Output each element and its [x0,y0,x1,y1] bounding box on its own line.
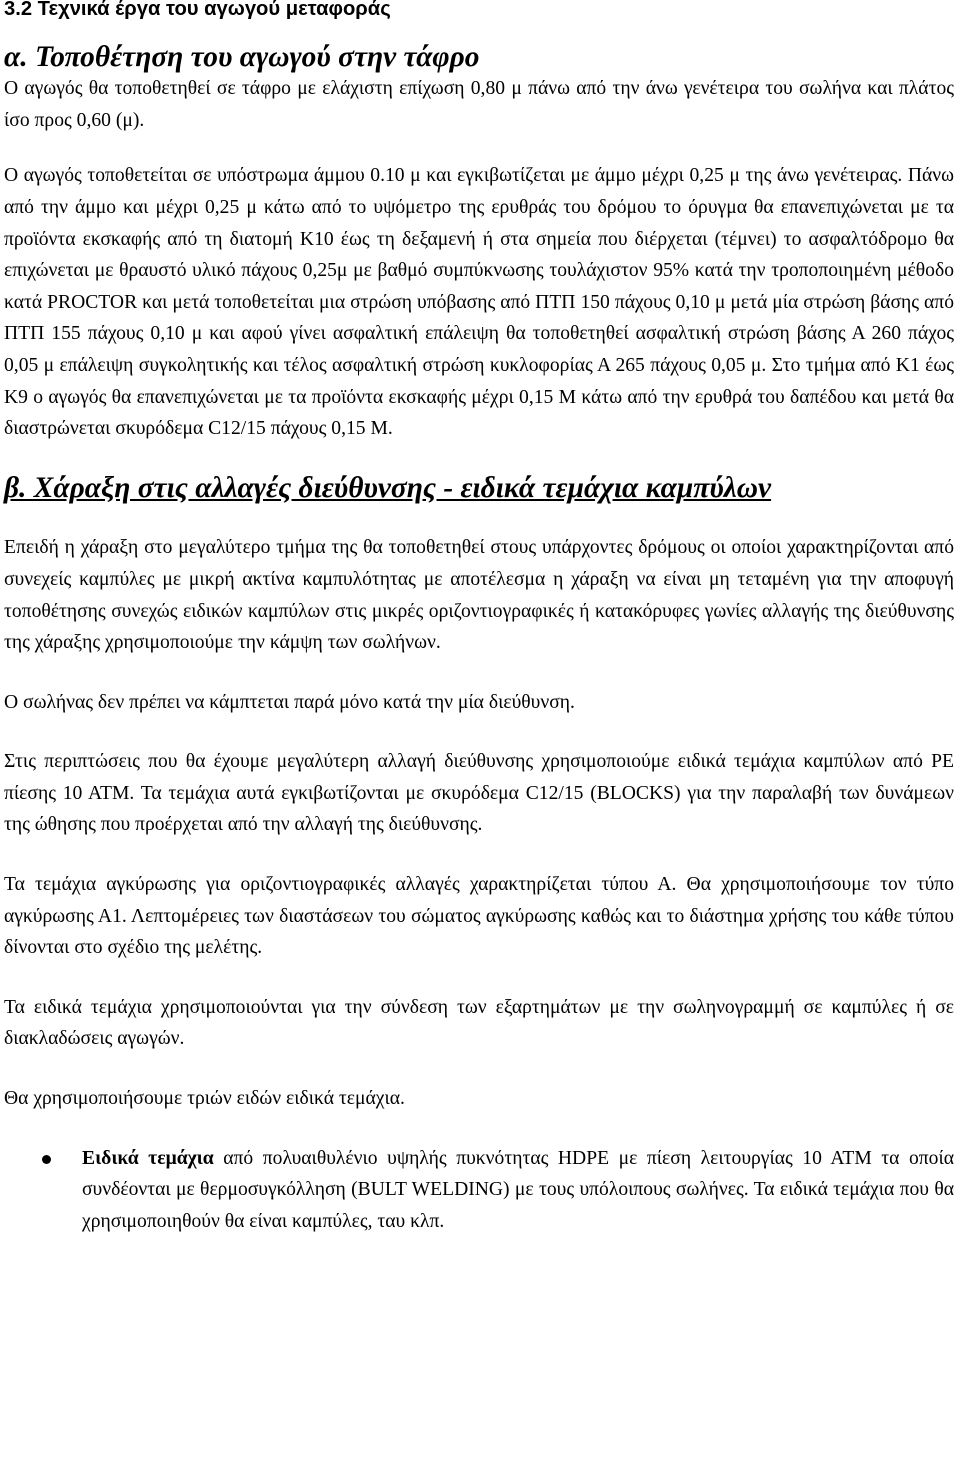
bullet-icon [42,1155,51,1164]
subsection-b-paragraph-6: Θα χρησιμοποιήσουμε τριών ειδών ειδικά τεμάχια. [4,1088,405,1110]
subsection-b-paragraph-4: Τα τεμάχια αγκύρωσης για οριζοντιογραφικές αλλαγές χαρακτηρίζεται τύπου Α. Θα χρησιμοποιήσουμε τον τύπο αγκύρωσης Α1. Λεπτομέρειες των διαστάσεων του σώματος αγκύρωσης καθώς και το διάστημα χρήσης του κάθε τύπου δίνονται στο σχέδιο της μελέτης. [4,874,954,959]
subsection-b-paragraph-1: Επειδή η χάραξη στο μεγαλύτερο τμήμα της θα τοποθετηθεί στους υπάρχοντες δρόμους οι οποίοι χαρακτηρίζονται από συνεχείς καμπύλες με μικρή ακτίνα καμπυλότητας με αποτέλεσμα η χάραξη να είναι μη τεταμένη για την αποφυγή τοποθέτησης συνεχώς ειδικών καμπύλων στις μικρές οριζοντιογραφικές ή κατακόρυφες γωνίες αλλαγής της διεύθυνσης της χάραξης χρησιμοποιούμε την κάμψη των σωλήνων. [4,537,954,654]
list-item-term: Ειδικά τεμάχια [82,1147,214,1169]
subsection-b-paragraph-5: Τα ειδικά τεμάχια χρησιμοποιούνται για την σύνδεση των εξαρτημάτων με την σωληνογραμμή σε καμπύλες ή σε διακλαδώσεις αγωγών. [4,996,954,1050]
section-heading: 3.2 Τεχνικά έργα του αγωγού μεταφοράς [4,0,391,20]
subsection-b-title: β. Χάραξη στις αλλαγές διεύθυνσης - ειδικά τεμάχια καμπύλων [4,471,772,504]
list-item-text: από πολυαιθυλένιο υψηλής πυκνότητας HDPE με πίεση λειτουργίας 10 ΑΤΜ τα οποία συνδέονται με θερμοσυγκόλληση (BULT WELDING) με τους υπόλοιπους σωλήνες. Τα ειδικά τεμάχια που θα χρησιμοποιηθούν θα είναι καμπύλες, ταυ κλπ. [82,1147,954,1232]
subsection-a-paragraph-2: Ο αγωγός τοποθετείται σε υπόστρωμα άμμου 0.10 μ και εγκιβωτίζεται με άμμο μέχρι 0,25 μ της άνω γενέτειρας. Πάνω από την άμμο και μέχρι 0,25 μ κάτω από το υψόμετρο της ερυθράς του δρόμου το όρυγμα θα επανεπιχώνεται με τα προϊόντα εκσκαφής από τη διατομή Κ10 έως τη δεξαμενή ή στα σημεία που διέρχεται (τέμνει) το ασφαλτόδρομο θα επιχώνεται με θραυστό υλικό πάχους 0,25μ με βαθμό συμπύκνωσης τουλάχιστον 95% κατά την τροποποιημένη μέθοδο κατά PROCTOR και μετά τοποθετείται μια στρώση υπόβασης από ΠΤΠ 150 πάχους 0,10 μ μετά μία στρώση βάσης από ΠΤΠ 155 πάχους 0,10 μ και αφού γίνει ασφαλτική επάλειψη θα τοποθετηθεί ασφαλτική στρώση βάσης Α 260 πάχος 0,05 μ επάλειψη συγκολητικής και τέλος ασφαλτική στρώση κυκλοφορίας Α 265 πάχους 0,05 μ. Στο τμήμα από Κ1 έως Κ9 ο αγωγός θα επανεπιχώνεται με τα προϊόντα εκσκαφής μέχρι 0,15 Μ κάτω από την ερυθρά του δαπέδου και μετά θα διαστρώνεται σκυρόδεμα C12/15 πάχους 0,15 Μ. [4,165,954,440]
list-item [4,1143,954,1238]
subsection-b-paragraph-3: Στις περιπτώσεις που θα έχουμε μεγαλύτερη αλλαγή διεύθυνσης χρησιμοποιούμε ειδικά τεμάχια καμπύλων από ΡΕ πίεσης 10 ΑΤΜ. Τα τεμάχια αυτά εγκιβωτίζονται με σκυρόδεμα C12/15 (BLOCKS) για την παραλαβή των δυνάμεων της ώθησης που προέρχεται από την αλλαγή της διεύθυνσης. [4,751,954,836]
subsection-a-paragraph-1: Ο αγωγός θα τοποθετηθεί σε τάφρο με ελάχιστη επίχωση 0,80 μ πάνω από την άνω γενέτειρα του σωλήνα και πλάτος ίσο προς 0,60 (μ). [4,78,954,131]
subsection-a-title: α. Τοποθέτηση του αγωγού στην τάφρο [4,40,480,73]
subsection-b-paragraph-2: Ο σωλήνας δεν πρέπει να κάμπτεται παρά μόνο κατά την μία διεύθυνση. [4,691,575,713]
special-fittings-list [4,1143,954,1238]
document-page [4,0,954,1237]
